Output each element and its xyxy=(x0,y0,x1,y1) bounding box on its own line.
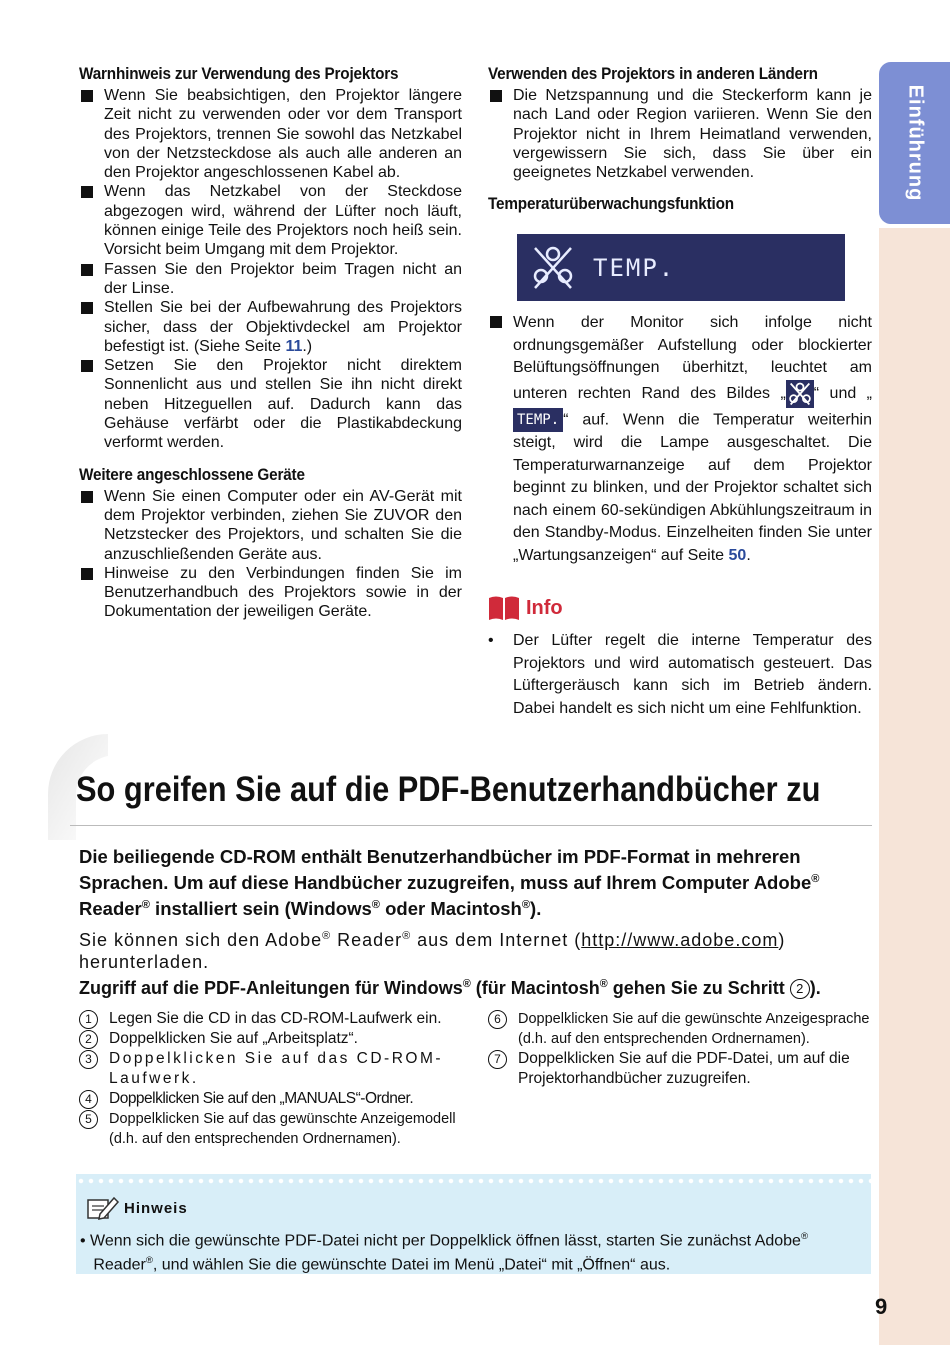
pencil-note-icon xyxy=(86,1194,120,1222)
list-item: Fassen Sie den Projektor beim Tragen nicht an der Linse. xyxy=(79,260,462,299)
temp-mini-label: TEMP. xyxy=(513,408,563,433)
note-label: Hinweis xyxy=(124,1199,188,1217)
left-column xyxy=(79,64,462,622)
temp-mini-icon xyxy=(786,380,814,408)
list-item: Setzen Sie den Projektor nicht direktem Sonnenlicht aus und stellen Sie ihn nicht direkt neben Hitzeguellen auf. Dadurch kann das Gehäuse verfärbt oder die Plastikabdeckung verformt werden. xyxy=(79,356,462,452)
step-item: 1 Legen Sie die CD in das CD-ROM-Laufwerk ein. xyxy=(79,1009,464,1029)
info-label: Info xyxy=(526,596,563,619)
temperature-heading: Temperaturüberwachungsfunktion xyxy=(488,194,734,214)
page-link[interactable]: 11 xyxy=(285,337,303,355)
warning-list xyxy=(79,86,462,453)
list-item: Die Netzspannung und die Steckerform kann je nach Land oder Region variieren. Wenn Sie den Projektor nicht in Ihrem Heimatland verwenden, vergewissern Sie sich, dass Sie über ein geeignetes Netzkabel verwenden. xyxy=(488,86,872,182)
right-column xyxy=(488,64,872,216)
title-divider xyxy=(70,825,872,826)
page-link[interactable]: 50 xyxy=(728,546,747,564)
adobe-link[interactable]: http://www.adobe.com xyxy=(581,930,779,950)
windows-subheading: Zugriff auf die PDF-Anleitungen für Windows® (für Macintosh® gehen Sie zu Schritt 2 ). xyxy=(79,978,821,998)
list-item: Hinweise zu den Verbindungen finden Sie im Benutzerhandbuch des Projektors sowie in der Dokumentation der jeweiligen Geräte. xyxy=(79,564,462,622)
side-strip xyxy=(879,228,950,1345)
step-item: 7 Doppelklicken Sie auf die PDF-Datei, um auf die Projektorhandbücher zuzugreifen. xyxy=(488,1049,872,1089)
list-item: Wenn Sie beabsichtigen, den Projektor längere Zeit nicht zu verwenden oder vor dem Transport des Projektors, trennen Sie sowohl das Netzkabel von der Netzsteckdose als auch alle anderen an den Projektor angeschlossenen Kabel ab. xyxy=(79,86,462,182)
temp-display-text: TEMP. xyxy=(593,253,676,282)
note-heading xyxy=(86,1194,188,1222)
note-dots xyxy=(76,1174,871,1188)
list-item: Wenn der Monitor sich infolge nicht ordnungsgemäßer Aufstellung oder blockierter Belüftungsöffnungen überhitzt, leuchtet am unteren rechten Rand des Bildes „ “ und „TEMP. “ auf. Wenn die Temperatur weiterhin steigt, wird die Lampe ausgeschaltet. Die Temperaturwarnanzeige auf dem Projektor beginnt zu blinken, und der Projektor schaltet sich nach einem 60-sekündigen Abkühlungszeitraum in den Standby-Modus. Einzelheiten finden Sie unter „Wartungsanzeigen“ auf Seite 50. xyxy=(488,312,872,567)
chapter-tab-label: Einführung xyxy=(904,84,926,202)
step-ref-badge: 2 xyxy=(790,979,810,999)
steps-right xyxy=(488,1009,872,1089)
steps-left xyxy=(79,1009,464,1149)
temp-display xyxy=(517,234,845,301)
step-item: 2 Doppelklicken Sie auf „Arbeitsplatz“. xyxy=(79,1029,464,1049)
info-list xyxy=(488,630,872,720)
countries-list xyxy=(488,86,872,182)
list-item: Wenn das Netzkabel von der Steckdose abgezogen wird, während der Lüfter noch läuft, können einige Teile des Projektors noch heiß sein. Vorsicht beim Umgang mit dem Projektor. xyxy=(79,182,462,259)
info-body xyxy=(488,630,872,720)
list-item: Stellen Sie bei der Aufbewahrung des Projektors sicher, dass der Objektivdeckel am Projektor befestigt ist. (Siehe Seite 11.) xyxy=(79,298,462,356)
step-item: 5 Doppelklicken Sie auf das gewünschte Anzeigemodell (d.h. auf den entsprechenden Ordnernamen). xyxy=(79,1109,464,1149)
note-text: • Wenn sich die gewünschte PDF-Datei nicht per Doppelklick öffnen lässt, starten Sie zunächst Adobe® Reader®, und wählen Sie die gewünschte Datei im Menü „Datei“ mit „Öffnen“ aus. xyxy=(80,1231,809,1274)
temperature-body xyxy=(488,312,872,567)
warning-heading: Warnhinweis zur Verwendung des Projektors xyxy=(79,64,399,83)
temp-warning-icon xyxy=(529,244,577,292)
step-item: 4 Doppelklicken Sie auf den „MANUALS“-Ordner. xyxy=(79,1089,464,1109)
step-item: 6 Doppelklicken Sie auf die gewünschte Anzeigesprache (d.h. auf den entsprechenden Ordnernamen). xyxy=(488,1009,872,1049)
countries-heading: Verwenden des Projektors in anderen Ländern xyxy=(488,64,818,83)
page-title: So greifen Sie auf die PDF-Benutzerhandbücher zu xyxy=(76,770,821,809)
page-number: 9 xyxy=(875,1294,888,1319)
download-text: Sie können sich den Adobe® Reader® aus dem Internet (http://www.adobe.com) herunterladen. xyxy=(79,930,786,972)
list-item: Wenn Sie einen Computer oder ein AV-Gerät mit dem Projektor verbinden, ziehen Sie ZUVOR den Netzstecker des Projektors, und schalten Sie die anzuschließenden Geräte aus. xyxy=(79,487,462,564)
note-box xyxy=(76,1174,871,1274)
book-icon xyxy=(488,595,520,621)
temperature-list xyxy=(488,312,872,567)
info-heading xyxy=(488,595,563,621)
intro-bold-text: Die beiliegende CD-ROM enthält Benutzerhandbücher im PDF-Format in mehreren Sprachen. Um auf diese Handbücher zuzugreifen, muss auf Ihrem Computer Adobe® Reader® installiert sein (Windows® oder Macintosh®). xyxy=(79,846,820,920)
step-item: 3 Doppelklicken Sie auf das CD-ROM-Laufwerk. xyxy=(79,1049,464,1089)
list-item: • Der Lüfter regelt die interne Temperatur des Projektors und wird automatisch gesteuert. Das Lüftergeräusch kann sich im Betrieb ändern. Dabei handelt es sich nicht um eine Fehlfunktion. xyxy=(488,630,872,720)
chapter-tab xyxy=(879,62,950,224)
devices-heading: Weitere angeschlossene Geräte xyxy=(79,464,305,484)
devices-list xyxy=(79,487,462,622)
